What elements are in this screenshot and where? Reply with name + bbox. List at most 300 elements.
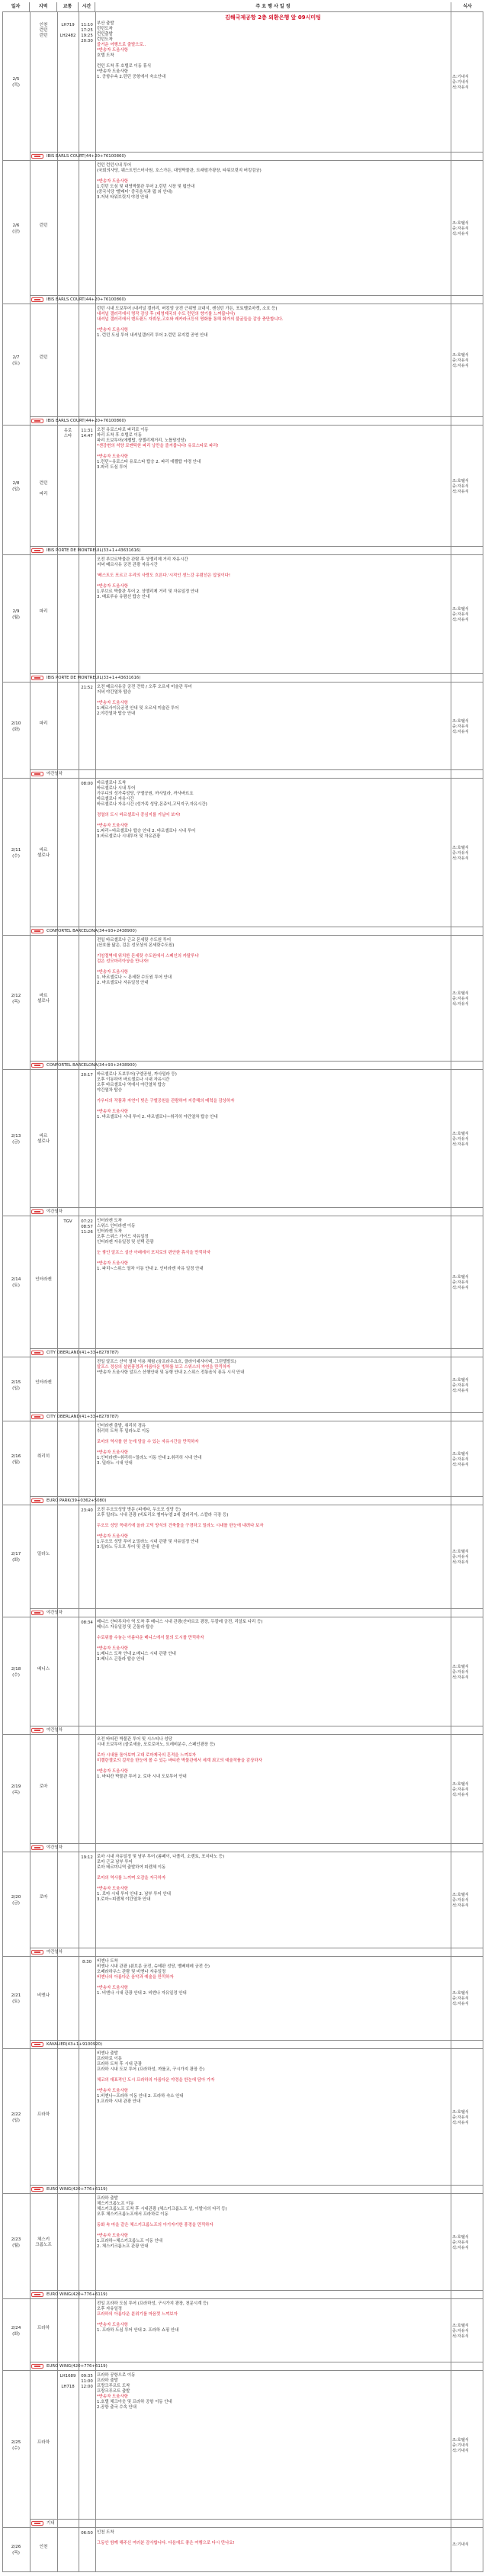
column-divider bbox=[95, 1735, 96, 1852]
day-date bbox=[2, 1894, 30, 1906]
schedule-line bbox=[97, 59, 449, 64]
date-text: 2/20 bbox=[11, 1895, 21, 1900]
meal-line: 중:자유식 bbox=[452, 724, 469, 729]
day-transport: TGV bbox=[63, 1219, 72, 1224]
meal-line: 조:호텔식 bbox=[452, 2323, 469, 2328]
hotel-row bbox=[30, 1608, 483, 1617]
meal-line: 석:자유식 bbox=[452, 2333, 469, 2339]
meal-line: 중:자유식 bbox=[452, 1787, 469, 1792]
day-area: 파리 bbox=[39, 609, 48, 614]
column-divider bbox=[57, 161, 58, 304]
hotel-icon bbox=[31, 2042, 43, 2047]
schedule-line bbox=[97, 2536, 449, 2541]
date-text: 2/7 bbox=[12, 355, 20, 360]
meal-line: 석:자유식 bbox=[452, 1286, 469, 1290]
column-divider bbox=[95, 2299, 96, 2370]
day-date bbox=[2, 847, 30, 859]
hotel-row bbox=[30, 2185, 483, 2193]
meal-line: 조:호텔식 bbox=[452, 1377, 469, 1383]
column-divider bbox=[95, 555, 96, 682]
schedule-line: 1. 바르셀로나 ~ 몬세랏 수도원 투어 안내 bbox=[97, 975, 172, 980]
hotel-icon bbox=[31, 1950, 43, 1954]
schedule-line: 1.프라하~체스키크롬노프 이동 안내 bbox=[97, 2239, 162, 2244]
meal-line: 조:호텔식 bbox=[452, 353, 469, 358]
schedule-line bbox=[97, 808, 449, 813]
schedule-line: 프라하로 이동 bbox=[97, 2057, 122, 2061]
schedule-line: 오후 체스키크롬노프에서 프라하로 이동 bbox=[97, 2212, 169, 2217]
schedule-line: *반송자 도움사항 bbox=[97, 970, 128, 975]
schedule-line: 비엔나 도착 bbox=[97, 1959, 118, 1964]
schedule-line: 바르셀로나 도착 bbox=[97, 781, 127, 785]
column-divider bbox=[95, 1357, 96, 1421]
day-area: 인천 런던 런던 bbox=[39, 23, 48, 38]
day-date bbox=[2, 2237, 30, 2249]
date-text: 2/24 bbox=[11, 2325, 21, 2330]
day-time: 8:30 bbox=[82, 1960, 92, 1964]
schedule-line: 즐거운 여행으로 출발으로.. bbox=[97, 43, 146, 47]
hotel-name: EURO WING(420+776+6119) bbox=[47, 2187, 108, 2192]
column-divider bbox=[57, 2194, 58, 2298]
column-divider bbox=[57, 555, 58, 682]
meal-line: 석:자유식 bbox=[452, 1142, 469, 1147]
schedule-line: 3.로마~피렌체 야간열차 안내 bbox=[97, 1897, 151, 1902]
meal-line: 조:호텔식 bbox=[452, 478, 469, 483]
schedule-line: 오후 바르셀로나 역에서 야간열차 탑승 bbox=[97, 1083, 166, 1087]
hotel-row bbox=[30, 2040, 483, 2048]
schedule-line: 인터라켄 자유일정 및 선택 관광 bbox=[97, 1240, 154, 1245]
day-schedule bbox=[97, 685, 449, 717]
column-divider bbox=[95, 2049, 96, 2193]
day-schedule bbox=[97, 557, 449, 600]
schedule-line: 바르셀로나 자유시간 (성가족 성당,몬쥬익,고딕지구,자유시간) bbox=[97, 802, 207, 807]
schedule-line: 저녁 야간열차 탑승 bbox=[97, 690, 132, 695]
meal-line: 중:자유식 bbox=[452, 1383, 469, 1388]
hotel-icon bbox=[31, 1351, 43, 1355]
day-meal bbox=[452, 2324, 483, 2340]
day-meal bbox=[452, 221, 483, 237]
day-date bbox=[2, 2544, 30, 2556]
date-text: 2/14 bbox=[11, 1277, 21, 1282]
day-time: 11:10 17:25 19:25 20:30 bbox=[81, 23, 93, 43]
schedule-line: 3.프라하 시내 관광 안내 bbox=[97, 2099, 141, 2104]
day-area: 체스키 크롬노프 bbox=[35, 2237, 52, 2247]
meal-line: 중:자유식 bbox=[452, 358, 469, 363]
schedule-line: 체스키크롬노프 도착 후 시내관광 (체스키크롬노프 성, 이발사의 다리 등) bbox=[97, 2207, 227, 2211]
day-date bbox=[2, 355, 30, 367]
schedule-line: *반송자 도움사항 bbox=[97, 1769, 128, 1774]
day-meal bbox=[452, 75, 483, 91]
schedule-line: 로마의 역사를 한 눈에 담을 수 있는 자유시간을 만끽하자 bbox=[97, 1440, 199, 1444]
schedule-line bbox=[97, 1871, 449, 1876]
schedule-line: *반송자 도움사항 bbox=[97, 584, 128, 589]
day-time: 09:35 11:00 12:00 bbox=[81, 2374, 93, 2389]
schedule-line bbox=[97, 1641, 449, 1646]
day-of-week: (월) bbox=[12, 615, 20, 620]
schedule-line: (중국식당 '빨래터' 중국음식과 펍 외 안내) bbox=[97, 190, 173, 194]
schedule-line: 두오모 성당 꼭대기에 올라 고딕 양식의 건축물을 구경하고 밀라노 시내를 한눈에 내려다 보자 bbox=[97, 1524, 264, 1528]
schedule-line bbox=[97, 1245, 449, 1251]
day-meal bbox=[452, 1275, 483, 1291]
hotel-name: 야간열차 bbox=[47, 1728, 63, 1733]
day-time: 11:31 14:47 bbox=[81, 429, 93, 438]
schedule-line: 1. 바르셀로나 시내 투어 2. 바르셀로나~취리히 야간열차 탑승 안내 bbox=[97, 1115, 218, 1119]
day-of-week: (금) bbox=[12, 1901, 20, 1906]
column-divider bbox=[57, 2299, 58, 2370]
day-area: 런던 bbox=[39, 355, 48, 360]
day-date bbox=[2, 721, 30, 733]
meal-line: 석:자유식 bbox=[452, 1388, 469, 1393]
schedule-line: 비엔나 시내 관광 (쇤브룬 궁전, 슈테판 성당, 벨베데레 궁전 등) bbox=[97, 1964, 210, 1969]
day-date bbox=[2, 1993, 30, 2005]
schedule-line: *반송자 도움사항 bbox=[97, 2395, 128, 2399]
day-row bbox=[2, 12, 483, 161]
day-row bbox=[2, 555, 483, 683]
schedule-line: 런던도착 bbox=[97, 27, 113, 31]
schedule-line: 바르셀로나 시내 투어 bbox=[97, 786, 136, 791]
schedule-line bbox=[97, 1630, 449, 1636]
schedule-line: 검은 성모마리아상을 만나자! bbox=[97, 959, 149, 964]
date-text: 2/18 bbox=[11, 1666, 21, 1672]
column-divider bbox=[57, 1617, 58, 1734]
schedule-line bbox=[97, 579, 449, 584]
hotel-icon bbox=[31, 2521, 43, 2526]
day-schedule bbox=[97, 1219, 449, 1272]
day-schedule bbox=[97, 2196, 449, 2250]
schedule-line: 프라하 출발 bbox=[97, 2196, 118, 2201]
date-text: 2/12 bbox=[11, 993, 21, 998]
hotel-name: EURO WING(420+776+6119) bbox=[47, 2364, 108, 2369]
schedule-line: 3.베니스 곤돌라 탑승 안내 bbox=[97, 1657, 145, 1662]
day-time: 19:12 bbox=[81, 1855, 93, 1860]
day-of-week: (토) bbox=[12, 361, 20, 366]
hotel-icon bbox=[31, 1209, 43, 1214]
meal-line: 조:호텔식 bbox=[452, 2109, 469, 2115]
meal-line: 중:자유식 bbox=[452, 1280, 469, 1285]
header-date: 일자 bbox=[2, 2, 30, 11]
day-area: 로마 bbox=[39, 1784, 48, 1789]
meal-line: 중:자유식 bbox=[452, 1457, 469, 1462]
hotel-name: 기내 bbox=[47, 2521, 55, 2526]
schedule-line bbox=[97, 568, 449, 573]
day-of-week: (수) bbox=[12, 1672, 20, 1678]
meal-line: 석:자유식 bbox=[452, 856, 469, 861]
meal-line: 중:자유식 bbox=[452, 1669, 469, 1675]
schedule-line bbox=[97, 949, 449, 954]
meal-line: 중:자유식 bbox=[452, 996, 469, 1001]
meal-line: 석:자유식 bbox=[452, 85, 469, 90]
schedule-line: 1.호텔 체크아웃 및 프라하 공항 이동 안내 bbox=[97, 2400, 172, 2404]
schedule-line bbox=[97, 174, 449, 179]
schedule-line: *반송자 도움사항 bbox=[97, 48, 128, 53]
schedule-line: 1. 바티칸 박물관 투어 2. 로마 시내 도보투어 안내 bbox=[97, 1775, 187, 1779]
day-row bbox=[2, 1421, 483, 1505]
schedule-line: 로마 시내를 돌아보며 고대 로마제국의 흔적을 느껴보자 bbox=[97, 1753, 197, 1758]
schedule-line: 오후 스위스 가이드 자유일정 bbox=[97, 1235, 149, 1239]
hotel-name: 야간열차 bbox=[47, 1845, 63, 1850]
schedule-line: 3.저녁 타워브릿지 야경 안내 bbox=[97, 195, 149, 200]
schedule-line bbox=[97, 2317, 449, 2323]
schedule-line: 1. 프라하 도심 투어 안내 2. 프라하 쇼핑 안내 bbox=[97, 2328, 179, 2333]
day-meal bbox=[452, 1991, 483, 2007]
day-area: 런던 파리 bbox=[39, 480, 48, 496]
column-divider bbox=[95, 2194, 96, 2298]
column-divider bbox=[57, 426, 58, 554]
hotel-name: 야간열차 bbox=[47, 1209, 63, 1214]
day-row bbox=[2, 2049, 483, 2194]
hotel-name: CONFORTEL BARCELONA(34+93+2438900) bbox=[47, 929, 136, 933]
meal-line: 석:자유식 bbox=[452, 1675, 469, 1680]
day-area: 프라하 bbox=[37, 2325, 50, 2330]
meal-line: 중:자유식 bbox=[452, 226, 469, 231]
schedule-line: 로마 테르미니역 출발하여 피렌체 이동 bbox=[97, 1865, 166, 1870]
schedule-line: 파리 도착 후 호텔로 이동 bbox=[97, 433, 142, 438]
hotel-name: 야간열차 bbox=[47, 1611, 63, 1615]
schedule-line: 1. 로마 시내 투어 안내 2. 남부 투어 안내 bbox=[97, 1892, 171, 1897]
column-divider bbox=[95, 304, 96, 425]
meal-line: 석:자유식 bbox=[452, 2002, 469, 2006]
day-transport: LH1689 LH718 bbox=[59, 2374, 76, 2389]
hotel-name: 야간열차 bbox=[47, 772, 63, 776]
schedule-line: 프라하 도착 후 시내 관광 bbox=[97, 2062, 142, 2067]
meal-line: 석:자유식 bbox=[452, 364, 469, 368]
schedule-line bbox=[97, 695, 449, 701]
hotel-name: IBIS PORTE DE MONTREUIL(33+1+43631616) bbox=[47, 676, 141, 680]
meal-line: 중:기내식 bbox=[452, 80, 469, 85]
schedule-line: 2. 바르셀로나 자유일정 안내 bbox=[97, 981, 149, 985]
day-row bbox=[2, 1357, 483, 1421]
day-date bbox=[2, 993, 30, 1005]
day-transport: LH719 LH2482 bbox=[59, 23, 76, 38]
day-meal bbox=[452, 607, 483, 623]
date-text: 2/21 bbox=[11, 1993, 21, 1998]
hotel-icon bbox=[31, 1611, 43, 1615]
day-row bbox=[2, 161, 483, 304]
schedule-line: *센강변의 석양 로맨틱한 파리 낭만을 즐겨봅니다! 유로스타로 파리! bbox=[97, 444, 219, 448]
schedule-line bbox=[97, 1256, 449, 1261]
hotel-name: CITY OBERLAND(41+33+8278787) bbox=[47, 1415, 119, 1419]
day-of-week: (목) bbox=[12, 83, 20, 88]
schedule-line: *반송자 도움사항 bbox=[97, 2234, 128, 2238]
day-of-week: (화) bbox=[12, 1558, 20, 1563]
schedule-line: *반송자 도움사항 bbox=[97, 2323, 128, 2327]
hotel-icon bbox=[31, 772, 43, 776]
day-time: 21:52 bbox=[81, 686, 93, 690]
meal-line: 중:자유식 bbox=[452, 1136, 469, 1142]
schedule-line: 프랑크푸르트 출발 bbox=[97, 2389, 130, 2394]
schedule-line: 시내 도보투어 (콜로세움, 포로로마노, 트레비분수, 스페인광장 등) bbox=[97, 1742, 216, 1747]
schedule-line: 베니스 산타루치아 역 도착 후 베니스 시내 관광(산마르코 광장, 두칼레 궁전, 리알토 다리 등) bbox=[97, 1620, 263, 1624]
schedule-line: 전일 바르셀로나 근교 몬세랏 수도원 투어 bbox=[97, 938, 172, 943]
meal-line: 조:호텔식 bbox=[452, 718, 469, 724]
schedule-line: 로마 근교 남부 투어 bbox=[97, 1860, 133, 1865]
hotel-name: CITY OBERLAND(41+33+8278787) bbox=[47, 1351, 119, 1355]
schedule-line: 1.두오모 성당 투어 2.밀라노 시내 관광 및 자유일정 안내 bbox=[97, 1540, 199, 1544]
schedule-line bbox=[97, 965, 449, 970]
day-schedule bbox=[97, 1620, 449, 1662]
schedule-line: 로마 시내 자유일정 및 남부 투어 (폼페이, 나폴리, 소렌토, 포지타노 등) bbox=[97, 1855, 225, 1859]
day-row bbox=[2, 1735, 483, 1852]
meal-line: 석:기내식 bbox=[452, 2448, 469, 2453]
column-divider bbox=[57, 1735, 58, 1852]
schedule-line: 수로위를 수놓는 아름다운 베니스에서 물의 도시를 만끽하자 bbox=[97, 1636, 204, 1640]
day-date bbox=[2, 609, 30, 621]
schedule-line bbox=[97, 1518, 449, 1524]
hotel-icon bbox=[31, 1415, 43, 1419]
date-text: 2/10 bbox=[11, 721, 21, 726]
date-text: 2/19 bbox=[11, 1784, 21, 1789]
day-of-week: (월) bbox=[12, 1460, 20, 1465]
hotel-name: IBIS PORTE DE MONTREUIL(33+1+43631616) bbox=[47, 548, 141, 553]
schedule-line: 런던도착 bbox=[97, 37, 113, 42]
schedule-line bbox=[97, 818, 449, 824]
schedule-line: 1. 비엔나 시내 관광 안내 2. 비엔나 자유일정 안내 bbox=[97, 1991, 187, 1996]
hotel-row bbox=[30, 1207, 483, 1216]
schedule-line: 오페라하우스 관람 및 비엔나 자유일정 bbox=[97, 1970, 166, 1974]
day-meal bbox=[452, 2235, 483, 2251]
day-of-week: (토) bbox=[12, 1999, 20, 2004]
day-area: 프라하 bbox=[37, 2439, 50, 2445]
schedule-line: *반송자 도움사항 bbox=[97, 179, 128, 184]
schedule-line: 인터라켄 출발, 취리히 경유 bbox=[97, 1424, 146, 1428]
schedule-line: 1. 파리~스위스 열차 이동 안내 2. 인터라켄 자유 일정 안내 bbox=[97, 1267, 204, 1271]
column-divider bbox=[57, 304, 58, 425]
schedule-line bbox=[97, 1434, 449, 1440]
day-of-week: (일) bbox=[12, 487, 20, 492]
schedule-line bbox=[97, 1980, 449, 1986]
meal-line: 조:호텔식 bbox=[452, 220, 469, 226]
day-area: 파리 bbox=[39, 721, 48, 726]
day-row bbox=[2, 1216, 483, 1357]
day-row bbox=[2, 936, 483, 1070]
hotel-icon bbox=[31, 1498, 43, 1503]
column-divider bbox=[57, 1957, 58, 2048]
schedule-line: 오전 두오모성당 방문 (피에타, 두오모 성당 등) bbox=[97, 1508, 181, 1512]
schedule-line: 프라하 공항으로 이동 bbox=[97, 2373, 136, 2378]
hotel-icon bbox=[31, 154, 43, 159]
schedule-line: 바르셀로나 자유시간 bbox=[97, 797, 134, 801]
column-divider bbox=[95, 1505, 96, 1617]
meal-line: 석:자유식 bbox=[452, 2245, 469, 2250]
schedule-line bbox=[97, 449, 449, 454]
day-schedule bbox=[97, 1855, 449, 1903]
schedule-line: 베니스 자유일정 및 곤돌라 탑승 bbox=[97, 1625, 154, 1630]
schedule-line: 런던 도착 후 호텔로 이동 휴식 bbox=[97, 64, 152, 69]
day-schedule bbox=[97, 1508, 449, 1550]
day-row bbox=[2, 1505, 483, 1617]
schedule-line: 오전 베르사유궁 궁전 견학 / 오후 오르세 미술관 투어 bbox=[97, 685, 192, 689]
date-text: 2/22 bbox=[11, 2112, 21, 2117]
date-text: 2/8 bbox=[12, 480, 20, 486]
day-of-week: (수) bbox=[12, 853, 20, 859]
schedule-line: *반송자 도움사항 bbox=[97, 824, 128, 828]
schedule-line bbox=[97, 323, 449, 328]
meal-line: 조:호텔식 bbox=[452, 1664, 469, 1669]
meal-line: 중:자유식 bbox=[452, 2115, 469, 2120]
day-schedule bbox=[97, 14, 449, 80]
meal-line: 석:자유식 bbox=[452, 489, 469, 494]
column-divider bbox=[95, 936, 96, 1069]
hotel-name: KAVALIER(43+1+9100920) bbox=[47, 2042, 103, 2047]
meal-line: 조:호텔식 bbox=[452, 991, 469, 996]
schedule-line: 전일 알프스 산악 열차 이용 체험 (융프라우요흐, 클라이네샤이덱, 그린델발트) bbox=[97, 1360, 236, 1364]
column-divider bbox=[57, 1852, 58, 1956]
hotel-row bbox=[30, 546, 483, 554]
schedule-line: 로마의 역사를 느끼며 오감을 자극하자 bbox=[97, 1876, 166, 1881]
meal-line: 석:자유식 bbox=[452, 1560, 469, 1565]
meal-line: 중:자유식 bbox=[452, 1555, 469, 1559]
day-schedule bbox=[97, 1737, 449, 1780]
day-of-week: (금) bbox=[12, 229, 20, 234]
day-time: 23:40 bbox=[81, 1508, 93, 1513]
schedule-line: 1.파리~바르셀로나 탑승 안내 2. 바르셀로나 시내 투어 bbox=[97, 829, 196, 834]
day-of-week: (화) bbox=[12, 727, 20, 732]
meal-line: 조:기내식 bbox=[452, 75, 469, 79]
date-text: 2/16 bbox=[11, 1453, 21, 1459]
day-meal bbox=[452, 2110, 483, 2126]
schedule-line: *반송자 도움사항 bbox=[97, 1646, 128, 1651]
day-date bbox=[2, 1277, 30, 1289]
hotel-icon bbox=[31, 419, 43, 423]
column-divider bbox=[95, 1617, 96, 1734]
schedule-line bbox=[97, 1881, 449, 1887]
day-of-week: (금) bbox=[12, 1139, 20, 1145]
day-time: 20:17 bbox=[81, 1073, 93, 1078]
schedule-line: 2.야간열차 탑승 안내 bbox=[97, 711, 136, 716]
day-row bbox=[2, 779, 483, 936]
schedule-line bbox=[97, 1529, 449, 1534]
hotel-row bbox=[30, 152, 483, 160]
schedule-line: 2. 체스키크롬노프 관광 안내 bbox=[97, 2244, 149, 2249]
date-text: 2/9 bbox=[12, 609, 20, 614]
schedule-line: 체코의 대표적인 도시 프라하의 아름다운 야경을 한눈에 담아 가자 bbox=[97, 2078, 215, 2083]
day-meal bbox=[452, 2438, 483, 2454]
schedule-line: 오후 밀라노 시내 관광 (비토리오 엠마누엘 2세 갤러리아, 스칼라 극장 등) bbox=[97, 1513, 229, 1518]
meal-line: 석:자유식 bbox=[452, 1792, 469, 1797]
meal-line: 석:자유식 bbox=[452, 618, 469, 622]
hotel-icon bbox=[31, 2364, 43, 2369]
column-divider bbox=[57, 2371, 58, 2527]
meal-line: 중:자유식 bbox=[452, 1898, 469, 1903]
hotel-icon bbox=[31, 548, 43, 553]
day-transport: 유로 스타 bbox=[63, 429, 72, 438]
day-row bbox=[2, 426, 483, 555]
schedule-line: 1.베르사이유궁전 안내 및 오르세 미술관 투어 bbox=[97, 706, 179, 711]
column-divider bbox=[95, 426, 96, 554]
hotel-icon bbox=[31, 676, 43, 680]
schedule-line: 오후 이동하여 바르셀로나 시내 자유시간 bbox=[97, 1078, 170, 1082]
meal-line: 중:자유식 bbox=[452, 2328, 469, 2333]
schedule-line: 1.런던~유로스타 유로스타 탑승 2. 파리 에펠탑 야경 안내 bbox=[97, 460, 201, 464]
hotel-icon bbox=[31, 929, 43, 933]
schedule-line: 동화 속 마을 같은 체스키크롬노프의 아기자기한 풍경을 만끽하자 bbox=[97, 2223, 214, 2228]
date-text: 2/17 bbox=[11, 1552, 21, 1556]
schedule-line: 가우디의 작품과 자연이 빚은 구엘공원을 관람하여 지중해의 매력을 감상하자 bbox=[97, 1099, 235, 1103]
hotel-row bbox=[30, 1726, 483, 1734]
date-text: 2/5 bbox=[12, 77, 20, 82]
day-row bbox=[2, 2528, 483, 2572]
hotel-row bbox=[30, 1061, 483, 1069]
day-row bbox=[2, 1070, 483, 1216]
day-meal bbox=[452, 1378, 483, 1394]
day-meal bbox=[452, 2542, 483, 2548]
meal-line: 중:기내식 bbox=[452, 2443, 469, 2448]
schedule-line: '베스트도 포르고 우리의 사랑도 흐른다.'시적인 센느강 유람선은 압권이다! bbox=[97, 573, 231, 578]
schedule-line: *반송자 도움사항 bbox=[97, 1887, 128, 1891]
column-divider bbox=[95, 779, 96, 935]
hotel-icon bbox=[31, 1063, 43, 1068]
day-date bbox=[2, 76, 30, 88]
column-divider bbox=[95, 1216, 96, 1357]
